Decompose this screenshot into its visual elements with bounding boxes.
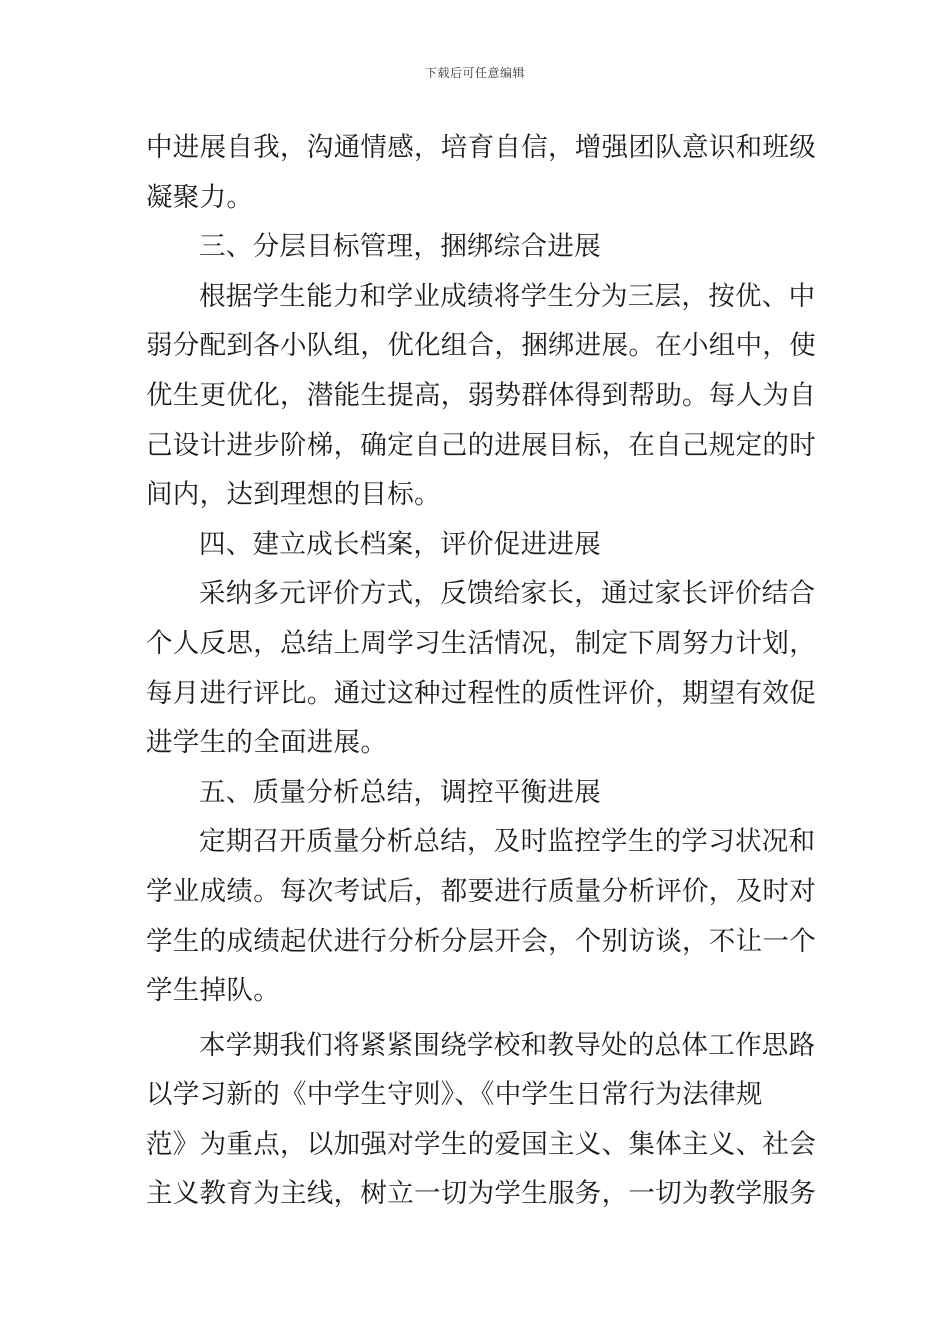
text-line: 学生掉队。 bbox=[146, 975, 280, 1007]
text-line: 中进展自我，沟通情感，培育自信，增强团队意识和班级 bbox=[146, 132, 816, 163]
text-line: 每月进行评比。通过这种过程性的质性评价，期望有效促 bbox=[146, 677, 816, 709]
paragraph-start: 采纳多元评价方式，反馈给家长，通过家长评价结合 bbox=[199, 578, 816, 610]
text-line: 学生的成绩起伏进行分析分层开会，个别访谈，不让一个 bbox=[146, 925, 816, 957]
document-body bbox=[146, 123, 816, 1219]
text-line: 间内，达到理想的目标。 bbox=[146, 479, 441, 511]
text-line: 凝聚力。 bbox=[146, 181, 254, 213]
text-line: 学业成绩。每次考试后，都要进行质量分析评价，及时对 bbox=[146, 875, 816, 907]
paragraph-start: 根据学生能力和学业成绩将学生分为三层，按优、中 bbox=[199, 280, 816, 312]
text-line: 范》为重点，以加强对学生的爱国主义、集体主义、社会 bbox=[146, 1128, 816, 1160]
text-line: 主义教育为主线，树立一切为学生服务，一切为教学服务 bbox=[146, 1178, 816, 1210]
text-line: 进学生的全面进展。 bbox=[146, 727, 388, 759]
text-line: 以学习新的《中学生守则》、《中学生日常行为法律规 bbox=[146, 1079, 763, 1111]
text-line: 己设计进步阶梯，确定自己的进展目标，在自己规定的时 bbox=[146, 429, 816, 461]
text-line: 弱分配到各小队组，优化组合，捆绑进展。在小组中，使 bbox=[146, 330, 816, 362]
paragraph-start: 定期召开质量分析总结，及时监控学生的学习状况和 bbox=[199, 826, 816, 858]
page-header: 下载后可任意编辑 bbox=[424, 66, 525, 80]
text-line: 优生更优化，潜能生提高，弱势群体得到帮助。每人为自 bbox=[146, 379, 816, 411]
section-heading: 五、质量分析总结，调控平衡进展 bbox=[199, 776, 601, 808]
paragraph-start: 本学期我们将紧紧围绕学校和教导处的总体工作思路 bbox=[199, 1029, 816, 1061]
text-line: 个人反思，总结上周学习生活情况，制定下周努力计划， bbox=[146, 627, 816, 659]
section-heading: 三、分层目标管理，捆绑综合进展 bbox=[199, 231, 601, 263]
section-heading: 四、建立成长档案，评价促进进展 bbox=[199, 528, 601, 560]
